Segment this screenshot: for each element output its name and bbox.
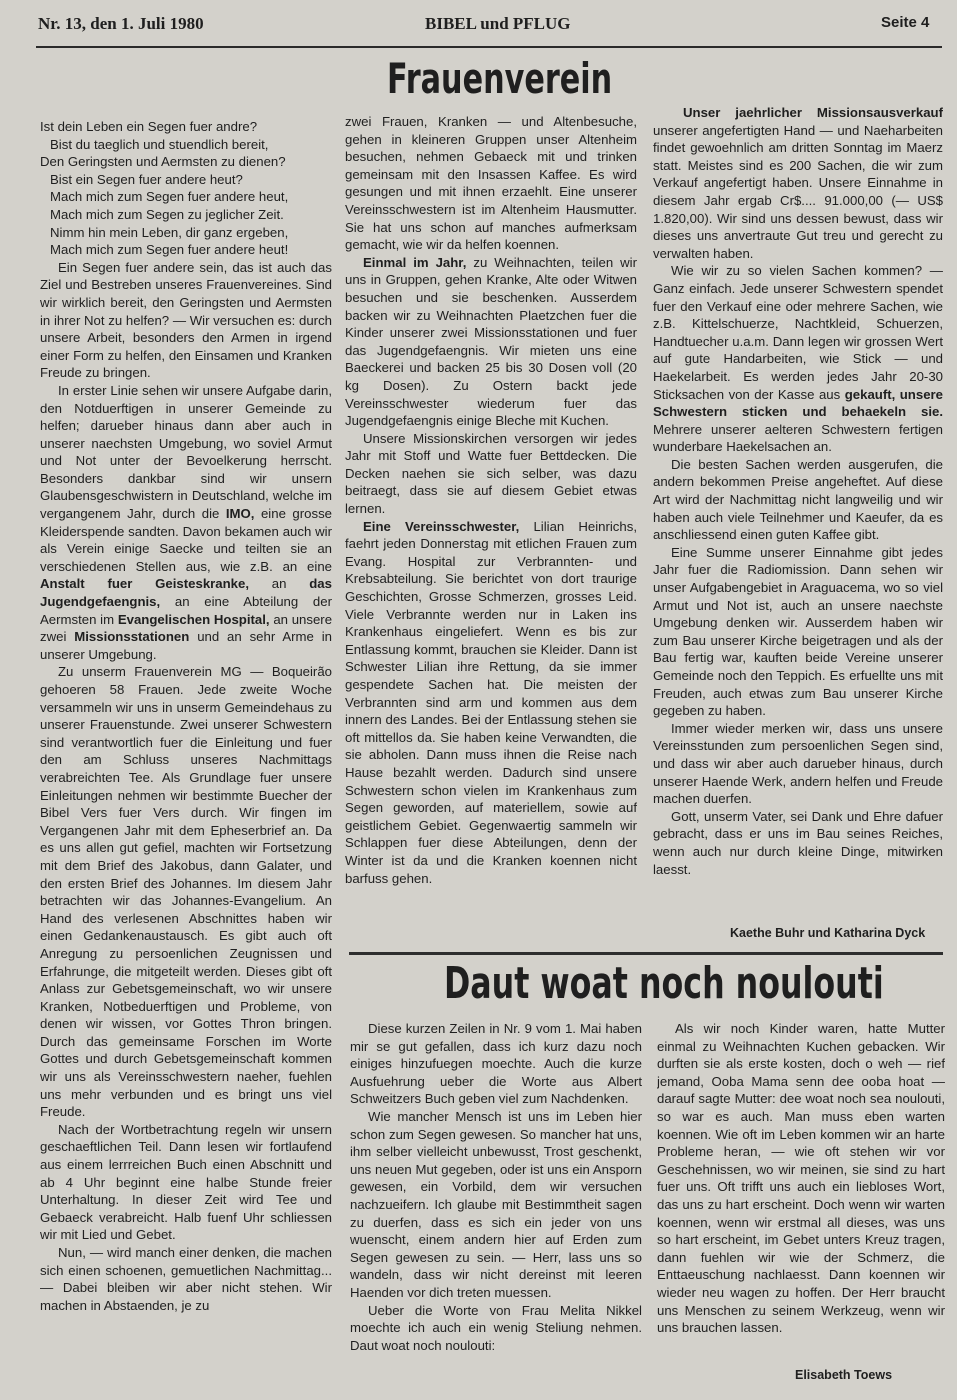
issue-number-date: Nr. 13, den 1. Juli 1980: [38, 14, 204, 33]
poem-line: Mach mich zum Segen fuer andere heut!: [50, 242, 289, 258]
paragraph: Gott, unserm Vater, sei Dank und Ehre dafuer gebracht, dass er uns im Bau seines Reiches, wenn auch nur durch kleine Dinge, mitwirken laesst.: [653, 808, 943, 877]
frauenverein-column-1: [40, 118, 332, 1400]
poem-line: Mach mich zum Segen zu jeglicher Zeit.: [50, 206, 284, 222]
paragraph: Unsere Missionskirchen versorgen wir jedes Jahr mit Stoff und Watte fuer Bettdecken. Die Decken naehen sie sich selber, was dazu beitraegt, dass sie auf diesem Gebiet etwas lernen.: [345, 430, 637, 517]
newspaper-name: BIBEL und PFLUG: [425, 14, 571, 33]
paragraph: Nun, — wird manch einer denken, die machen sich einen schoenen, gemuetlichen Nachmittag... — Dabei bleiben wir aber nicht stehen. Wir machen in Abstaenden, je zu: [40, 1245, 332, 1313]
poem-line: Ist dein Leben ein Segen fuer andre?: [40, 119, 258, 134]
paragraph: Unser jaehrlicher Missionsausverkauf unserer angefertigten Hand — und Naeharbeiten findet gewoehnlich am dritten Sonntag im Maerz statt. Meistes sind es 200 Sachen, die wir zum Verkauf angefertigt haben. Unsere Einnahme in diesem Jahr ergab Cr$.... 91.000,00 (— US$ 1.820,00). Wir sind uns dessen bewust, dass wir dieses uns anvertraute Gut treu und gerecht zu verwalten haben.: [653, 105, 943, 261]
header-rule: [36, 46, 942, 48]
article-title-frauenverein: Frauenverein: [387, 54, 613, 103]
paragraph: Zu unserm Frauenverein MG — Boqueirão gehoeren 58 Frauen. Jede zweite Woche versammeln wir uns in unserm Gemeindehaus zu unserer Frauenstunde. Zwei unserer Schwestern sind verantwortlich fuer die Einleitung und fuer den am Schluss unseres Nachmittags verabreichten Tee. Als Grundlage fuer unsere Einleitungen nehmen wir bestimmte Buecher der Bibel Vers fuer Vers durch. Wir fingen im Vergangenen Jahr mit dem Epheserbrief an. Da es uns allen gut gefiel, machten wir Fortsetzung mit dem Brief des Jakobus, dann Galater, und den ersten Brief des Johannes. Im diesem Jahr betrachten wir das Johannes-Evangelium. An Hand des verlesenen Abschnittes haben wir einen Gedankenaustausch. Es gibt auch oft Anregung zu persoenlichen Zeugnissen und Erfahrunge, die mitgeteilt werden. Dieses gibt oft Anlass zur Gebetsgemeinschaft, wo wir unsere Kranken, Notbeduerftigen und Probleme, von denen wir wissen, vor Gottes Thron bringen. Durch das gemeinsame Forschen im Worte Gottes und durch Gebetsgemeinschaft kommen wir uns als Vereinsschwestern naeher, fuehlen uns mehr verbunden und es bringt uns viel Freude.: [40, 664, 332, 1120]
paragraph: Eine Summe unserer Einnahme gibt jedes Jahr fuer die Radiomission. Dann sehen wir unser Aufgabengebiet in Araguacema, wo so viel Armut und Not ist, auch an unsere naechste Umgebung denken wir. Ausserdem haben wir zum Bau unserer Kirche beigetragen und als der Bau fertig war, kauften beide Vereine unserer Gemeinde noch den Teppich. Es erfuellte uns mit Freuden, auch etwas zum Bau unserer Kirche gegeben zu haben.: [653, 544, 943, 719]
poem-line: Bist du taeglich und stuendlich bereit,: [50, 136, 269, 152]
paragraph: Eine Vereinsschwester, Lilian Heinrichs, faehrt jeden Donnerstag mit etlichen Frauen zum Evang. Hospital zur Verbrannten- und Krebsabteilung. Sie berichtet von dort traurige Geschichten, Grosse Schmerzen, grosses Leid. Viele Verbrannte werden nur in Laken ins Krankenhaus eingeliefert. Wenn es bis zur Entlassung kommt, brauchen sie Kleider. Dann ist Schwester Lilian ihre Rettung, da sie immer gespendete Sachen hat. Die meisten der Verbrannten sind arm und kommen aus dem innern des Landes. Bei der Entlassung stehen sie oft mittellos da. Sie haben keine Verwandten, die sie abholen. Dann muss ihnen die Reise nach Hause bezahlt werden. Dadurch sind unsere Schwestern schon vielen im Krankenhaus zum Segen geworden, auf materiellem, sowie auf geistlichem Gebiet. Gegenwaertig sammeln wir Schlappen fuer diese Abteilungen, denn der Winter ist da und die Kranken koennen nicht barfuss gehen.: [345, 518, 637, 886]
paragraph: Ueber die Worte von Frau Melita Nikkel moechte ich auch ein wenig Steliung nehmen. Daut woat noch noulouti:: [350, 1302, 642, 1353]
frauenverein-column-3: [653, 104, 943, 944]
page-number: Seite 4: [881, 14, 930, 31]
author-signature: Elisabeth Toews: [795, 1368, 893, 1382]
poem-line: Nimm hin mein Leben, dir ganz ergeben,: [50, 224, 289, 240]
daut-woat-column-1: [350, 1020, 642, 1390]
daut-woat-column-2: [657, 1020, 945, 1358]
paragraph: Einmal im Jahr, zu Weihnachten, teilen wir uns in Gruppen, gehen Kranke, Alte oder Witwen besuchen und sie beschenken. Ausserdem backen wir zu Weihnachten Plaetzchen fuer die Kinder unserer zwei Missionsstationen und fuer das Jugendgefaengnis. Wir mieten uns eine Baeckerei und backen 25 bis 30 Dosen voll (20 kg Dosen). Zu Ostern backt jede Vereinsschwester wiederum fuer das Jugendgefaengnis einige Bleche mit Kuchen.: [345, 254, 637, 429]
paragraph: Diese kurzen Zeilen in Nr. 9 vom 1. Mai haben mir se gut gefallen, dass ich kurz dazu noch einiges hinzufuegen moechte. Auch die kurze Ausfuehrung ueber die Worte aus Albert Schweitzers Buch geben viel zum Nachdenken.: [350, 1021, 642, 1107]
poem-line: Den Geringsten und Aermsten zu dienen?: [40, 154, 286, 170]
article-separator: [349, 952, 943, 955]
frauenverein-column-2: [345, 113, 637, 945]
paragraph: Nach der Wortbetrachtung regeln wir unsern geschaeftlichen Teil. Dann lesen wir fortlaufend aus einem lerrreichen Buch einen Abschnitt und ab 4 Uhr beginnt eine halbe Stunde freier Unterhaltung. In dieser Zeit wird Tee und Gebaeck verabreicht. Halb fuenf Uhr schliessen wir mit Lied und Gebet.: [40, 1121, 332, 1243]
author-signature: Kaethe Buhr und Katharina Dyck: [730, 926, 926, 940]
paragraph: Wie mancher Mensch ist uns im Leben hier schon zum Segen gewesen. So mancher hat uns, ihm selber vielleicht unbewusst, Trost geschenkt, uns neuen Mut gegeben, oder ist uns ein Ansporn gewesen, ein Vorbild, dem wir versuchen nachzueifern. Ich glaube mit Bestimmtheit sagen zu duerfen, dass es sich ein jeder von uns wuenscht, einem andern hier auf Erden zum Segen gewesen zu sein. — Herr, lass uns so wandeln, dass wir nicht dereinst mit leeren Haenden vor dich treten muessen.: [350, 1108, 642, 1300]
paragraph: Ein Segen fuer andere sein, das ist auch das Ziel und Bestreben unseres Frauenvereines. Sind wir wirklich bereit, den Geringsten und Aermsten in ihrer Not zu helfen? — Wir versuchen es: durch unsere Arbeit, besonders den Armen in irgend einer Form zu helfen, den Einsamen und Kranken Freude zu bringen.: [40, 259, 332, 381]
paragraph: Als wir noch Kinder waren, hatte Mutter einmal zu Weihnachten Kuchen gebacken. Wir durften sie als erste kosten, doch o weh — rief jemand, Ooba Mama senn dee ooba hoat — darauf sagte Mutter: dee woat noch sea noulouti, so war es auch. Man muss eben warten koennen. Wie oft im Leben kommen wir an harte Probleme heran, — wie oft stehen wir vor Geschehnissen, wo wir meinen, sie sind zu hart fuer uns. Oft trifft uns auch ein liebloses Wort, das uns zu hart erscheint. Doch wenn wir warten koennen, wenn wir erstmal all dieses, was uns so hart erscheint, im Gebet unters Kreuz tragen, dann fuehlen wir wie der Schmerz, die Enttaeuschung nachlaesst. Dann koennen wir wieder neu wagen zu hoffen. Der Herr braucht uns Menschen zu seinem Werkzeug, wenn wir uns brauchen lassen.: [657, 1021, 945, 1336]
article-title-daut-woat: Daut woat noch noulouti: [444, 958, 884, 1009]
poem-line: Bist ein Segen fuer andere heut?: [50, 171, 243, 187]
paragraph: zwei Frauen, Kranken — und Altenbesuche, gehen in kleineren Gruppen unser Altenheim besuchen, nehmen Gebaeck mit und trinken gemeinsam mit den Insassen Kaffee. Es wird gesungen und mit ihnen erzaehlt. Eine unserer Vereinsschwestern ist im Altenheim Hausmutter. Sie hat uns schon auf manches aufmerksam gemacht, wie wir da helfen koennen.: [345, 114, 637, 253]
paragraph: Wie wir zu so vielen Sachen kommen? — Ganz einfach. Jede unserer Schwestern spendet fuer den Verkauf eine oder mehrere Sachen, wie z.B. Kittelschuerze, Nachtkleid, Schuerzen, Handtuecher u.a.m. Dann legen wir grossen Wert auf gute Handarbeiten, wie Stick — und Haekelarbeit. Es werden jedes Jahr 20-30 Sticksachen von der Kasse aus gekauft, unsere Schwestern sticken und behaekeln sie. Mehrere unserer aelteren Schwestern fertigen wunderbare Haekelsachen an.: [653, 263, 943, 455]
paragraph: Die besten Sachen werden ausgerufen, die andern bekommen Preise angeheftet. Auf diese Art wird der Nachmittag nicht langweilig und wir haben auch viele Teilnehmer und Kaeufer, da es anschliessend einen guten Kaffee gibt.: [653, 456, 943, 543]
paragraph: In erster Linie sehen wir unsere Aufgabe darin, den Notduerftigen in unserer Gemeinde zu helfen; darueber hinaus dann aber auch in unserer naechsten Umgebung, wo soviel Armut und Not unter der Bevoelkerung herrscht. Besonders dankbar sind wir unsern Glaubensgeschwistern in Deutschland, welche im vergangenem Jahr, durch die IMO, eine grosse Kleiderspende sandten. Davon bekamen auch wir als Verein einige Saecke und teilten sie an verschiedenen Stellen aus, wie z.B. an eine Anstalt fuer Geisteskranke, an das Jugendgefaengnis, an eine Abteilung der Aermsten im Evangelischen Hospital, an unsere zwei Missionsstationen und an sehr Arme in unserer Umgebung.: [40, 382, 332, 662]
paragraph: Immer wieder merken wir, dass uns unsere Vereinsstunden zum persoenlichen Segen sind, und dass wir aber auch darueber hinaus, durch unserer Haende Werk, andern helfen und Freude machen duerfen.: [653, 720, 943, 807]
poem-line: Mach mich zum Segen fuer andere heut,: [50, 189, 289, 205]
